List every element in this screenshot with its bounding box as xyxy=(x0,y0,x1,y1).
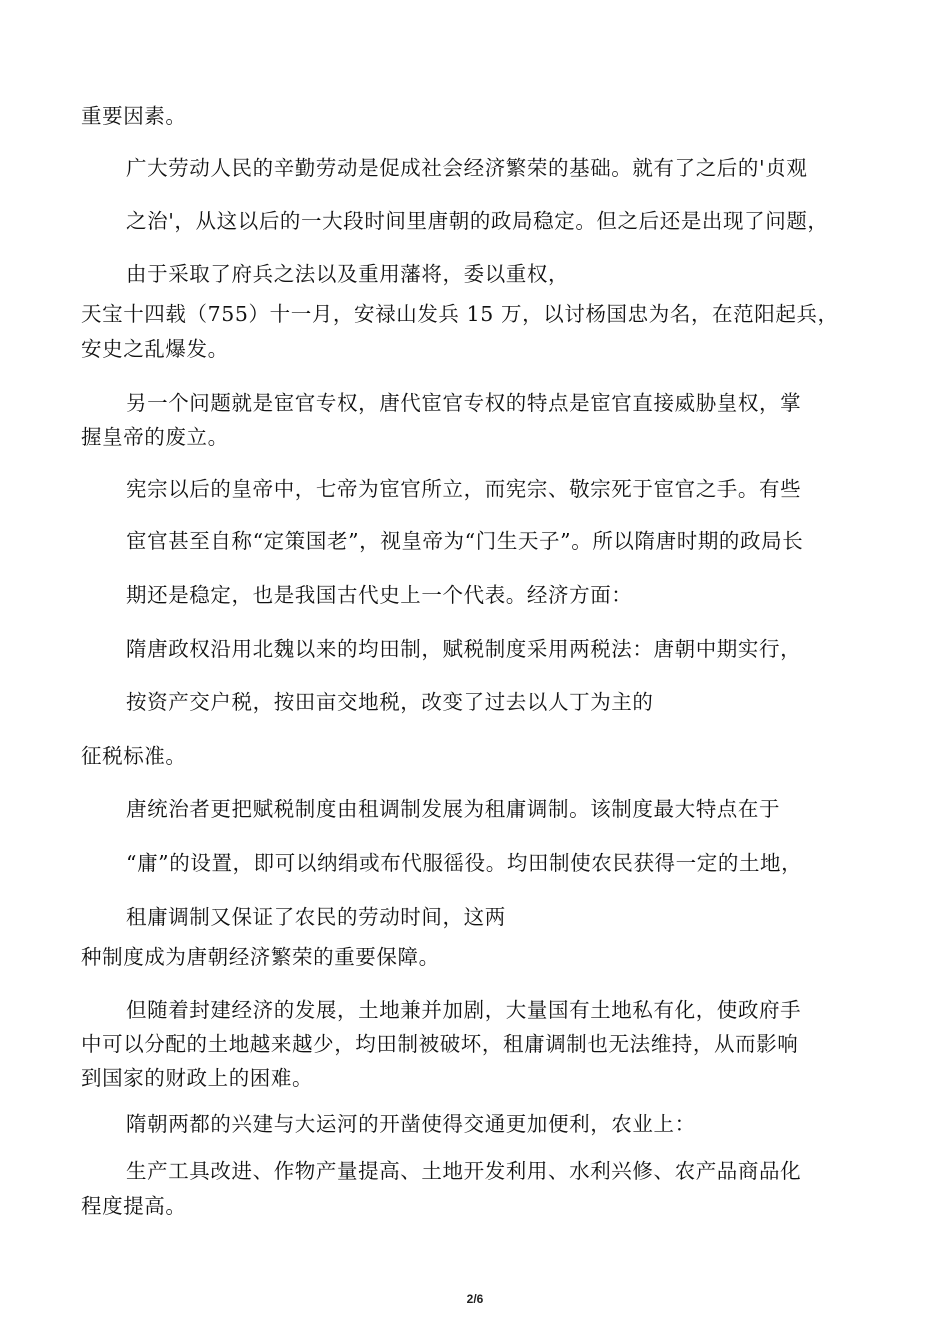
text-line: 握皇帝的废立。 xyxy=(81,425,229,449)
text-line: 由于采取了府兵之法以及重用藩将，委以重权， xyxy=(126,262,570,286)
text-line: 宦官甚至自称“定策国老”，视皇帝为“门生天子”。所以隋唐时期的政局长 xyxy=(126,529,804,553)
text-line: 天宝十四载（755）十一月，安禄山发兵 15 万，以讨杨国忠为名，在范阳起兵， xyxy=(81,302,839,326)
text-line: 宪宗以后的皇帝中，七帝为宦官所立，而宪宗、敬宗死于宦官之手。有些 xyxy=(126,477,802,501)
text-line: 到国家的财政上的困难。 xyxy=(81,1066,314,1090)
text-line: 征税标准。 xyxy=(81,744,187,768)
text-line: 另一个问题就是宦官专权，唐代宦官专权的特点是宦官直接威胁皇权，掌 xyxy=(126,391,802,415)
text-line: “庸”的设置，即可以纳绢或布代服徭役。均田制使农民获得一定的土地， xyxy=(126,851,803,875)
text-line: 重要因素。 xyxy=(81,104,187,128)
text-line: 隋唐政权沿用北魏以来的均田制，赋税制度采用两税法：唐朝中期实行， xyxy=(126,637,802,661)
text-line: 隋朝两都的兴建与大运河的开凿使得交通更加便利，农业上： xyxy=(126,1112,696,1136)
text-line: 广大劳动人民的辛勤劳动是促成社会经济繁荣的基础。就有了之后的'贞观 xyxy=(126,156,808,180)
text-line: 唐统治者更把赋税制度由租调制发展为租庸调制。该制度最大特点在于 xyxy=(126,797,781,821)
text-line: 中可以分配的土地越来越少，均田制被破坏，租庸调制也无法维持，从而影响 xyxy=(81,1032,799,1056)
text-line: 租庸调制又保证了农民的劳动时间，这两 xyxy=(126,905,506,929)
text-line: 之治'，从这以后的一大段时间里唐朝的政局稳定。但之后还是出现了问题， xyxy=(126,209,829,233)
text-line: 程度提高。 xyxy=(81,1194,187,1218)
text-line: 种制度成为唐朝经济繁荣的重要保障。 xyxy=(81,945,440,969)
page-number: 2/6 xyxy=(466,1292,484,1306)
text-line: 按资产交户税，按田亩交地税，改变了过去以人丁为主的 xyxy=(126,690,654,714)
text-line: 期还是稳定，也是我国古代史上一个代表。经济方面： xyxy=(126,583,633,607)
text-line: 生产工具改进、作物产量提高、土地开发利用、水利兴修、农产品商品化 xyxy=(126,1159,802,1183)
text-line: 但随着封建经济的发展，土地兼并加剧，大量国有土地私有化，使政府手 xyxy=(126,998,802,1022)
text-line: 安史之乱爆发。 xyxy=(81,337,229,361)
